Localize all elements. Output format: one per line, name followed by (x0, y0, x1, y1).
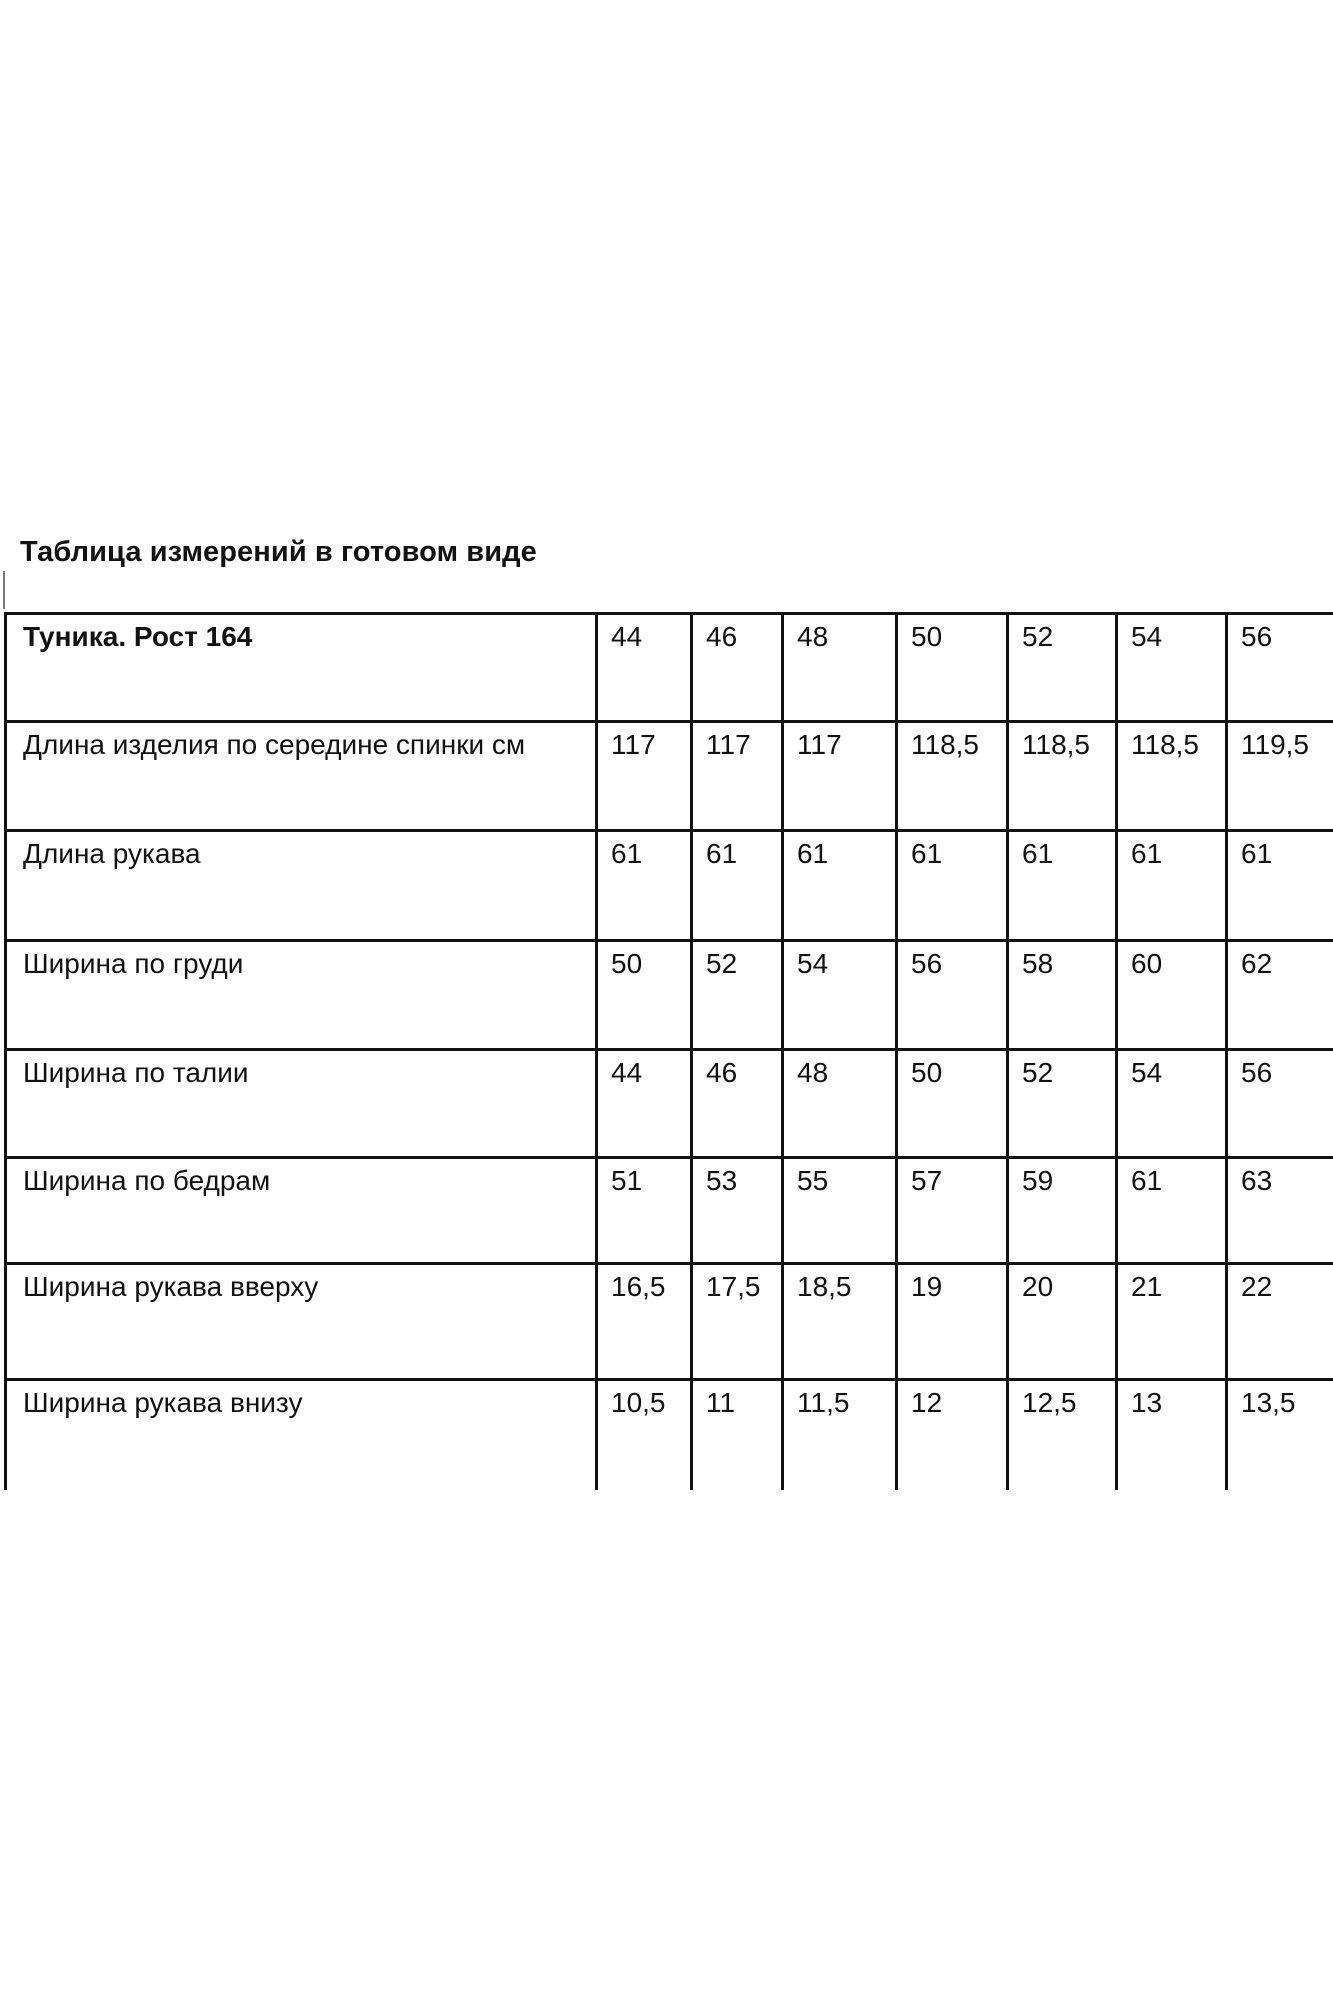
table-cell: 12 (897, 1380, 1008, 1490)
table-cell: 63 (1227, 1158, 1333, 1264)
table-cell: 58 (1008, 941, 1117, 1050)
table-cell: 50 (597, 941, 692, 1050)
table-cell: 61 (783, 831, 897, 941)
table-cell: 20 (1008, 1264, 1117, 1380)
page-title: Таблица измерений в готовом виде (20, 536, 537, 568)
table-cell: 11,5 (783, 1380, 897, 1490)
table-cell: 46 (692, 1050, 783, 1158)
row-label: Длина рукава (6, 831, 597, 941)
table-row (6, 1264, 1333, 1380)
table-row (6, 941, 1333, 1050)
size-header: 56 (1227, 614, 1333, 722)
table-cell: 118,5 (1117, 722, 1227, 831)
table-corner-mark (3, 571, 5, 609)
row-label: Ширина рукава внизу (6, 1380, 597, 1490)
table-cell: 48 (783, 1050, 897, 1158)
table-cell: 54 (783, 941, 897, 1050)
table-cell: 21 (1117, 1264, 1227, 1380)
table-cell: 118,5 (1008, 722, 1117, 831)
table-cell: 56 (897, 941, 1008, 1050)
table-cell: 61 (597, 831, 692, 941)
table-cell: 18,5 (783, 1264, 897, 1380)
size-header: 48 (783, 614, 897, 722)
table-row (6, 722, 1333, 831)
table-cell: 55 (783, 1158, 897, 1264)
table-cell: 117 (783, 722, 897, 831)
table-cell: 60 (1117, 941, 1227, 1050)
table-cell: 51 (597, 1158, 692, 1264)
table-cell: 61 (1227, 831, 1333, 941)
table-cell: 61 (897, 831, 1008, 941)
table-cell: 17,5 (692, 1264, 783, 1380)
row-label: Ширина по талии (6, 1050, 597, 1158)
table-cell: 117 (692, 722, 783, 831)
table-cell: 61 (1117, 831, 1227, 941)
row-label: Длина изделия по середине спинки см (6, 722, 597, 831)
table-cell: 57 (897, 1158, 1008, 1264)
measurements-table (4, 612, 1333, 1490)
table-cell: 52 (692, 941, 783, 1050)
table-cell: 62 (1227, 941, 1333, 1050)
table-cell: 19 (897, 1264, 1008, 1380)
table-cell: 16,5 (597, 1264, 692, 1380)
size-header: 52 (1008, 614, 1117, 722)
size-header: 54 (1117, 614, 1227, 722)
size-header: 44 (597, 614, 692, 722)
table-cell: 61 (1008, 831, 1117, 941)
row-label: Ширина по бедрам (6, 1158, 597, 1264)
row-label: Ширина рукава вверху (6, 1264, 597, 1380)
table-header-row (6, 614, 1333, 722)
table-cell: 52 (1008, 1050, 1117, 1158)
table-cell: 11 (692, 1380, 783, 1490)
table-row (6, 1050, 1333, 1158)
size-header: 46 (692, 614, 783, 722)
header-label: Туника. Рост 164 (6, 614, 597, 722)
table-cell: 13,5 (1227, 1380, 1333, 1490)
table-cell: 53 (692, 1158, 783, 1264)
row-label: Ширина по груди (6, 941, 597, 1050)
table-cell: 59 (1008, 1158, 1117, 1264)
table-cell: 118,5 (897, 722, 1008, 831)
table-cell: 56 (1227, 1050, 1333, 1158)
table-cell: 22 (1227, 1264, 1333, 1380)
table-row (6, 831, 1333, 941)
table-cell: 61 (692, 831, 783, 941)
table-cell: 61 (1117, 1158, 1227, 1264)
table-cell: 12,5 (1008, 1380, 1117, 1490)
table-cell: 54 (1117, 1050, 1227, 1158)
table-cell: 119,5 (1227, 722, 1333, 831)
table-row (6, 1380, 1333, 1490)
size-header: 50 (897, 614, 1008, 722)
table-cell: 44 (597, 1050, 692, 1158)
table-cell: 117 (597, 722, 692, 831)
table-cell: 13 (1117, 1380, 1227, 1490)
table-cell: 50 (897, 1050, 1008, 1158)
table-row (6, 1158, 1333, 1264)
table-cell: 10,5 (597, 1380, 692, 1490)
